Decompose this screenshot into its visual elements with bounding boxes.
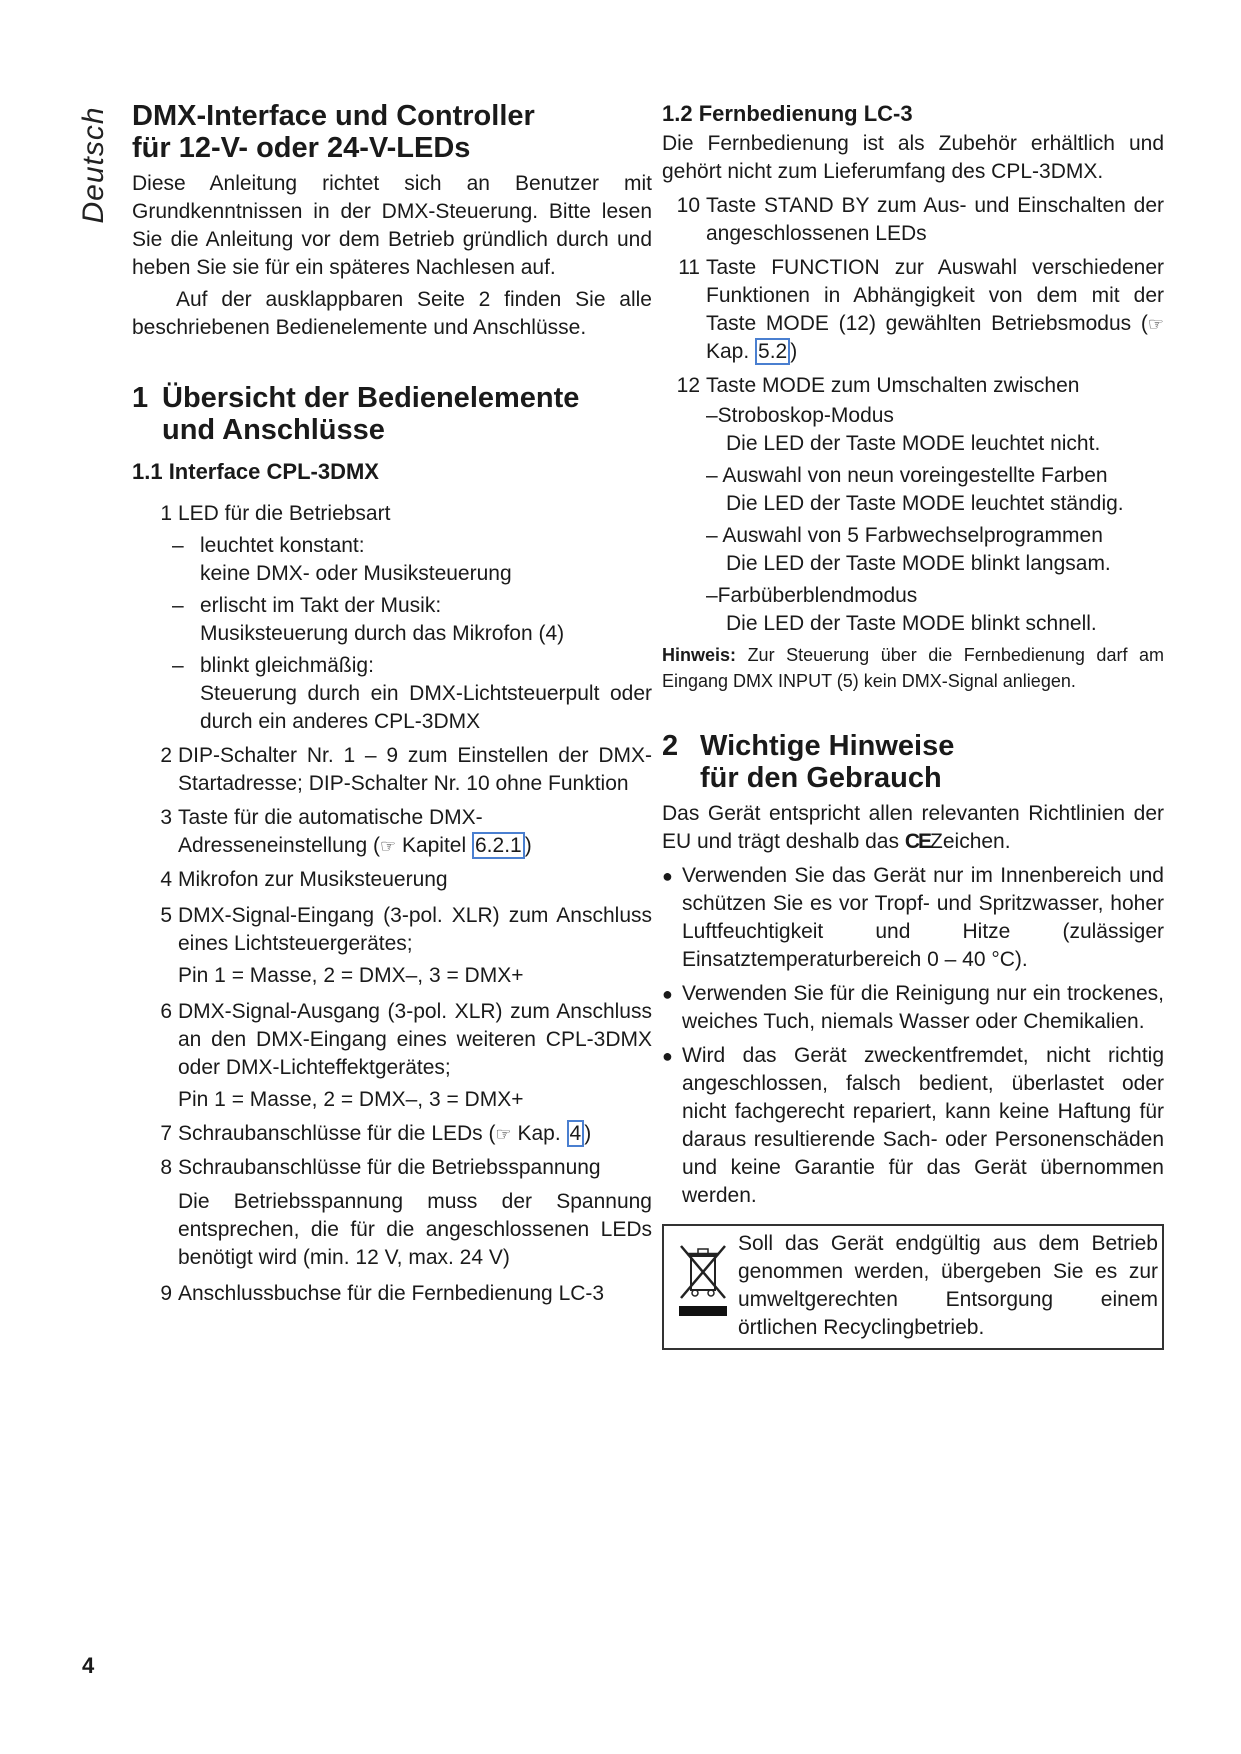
language-side-label: Deutsch — [77, 106, 110, 224]
list-item: 12 Taste MODE zum Umschalten zwischen — [676, 374, 1080, 397]
list-item: 1 LED für die Betriebsart — [160, 502, 391, 525]
section-1-heading: 1 Übersicht der Bedienelemente und Anschlüsse — [132, 382, 580, 446]
mode-item: – Auswahl von neun voreingestellte Farben Die LED der Taste MODE leuchtet ständig. — [706, 464, 1124, 515]
interface-item-list — [132, 500, 652, 1308]
intro-paragraph-2: Auf der ausklappbaren Seite 2 finden Sie alle beschriebenen Bedienelemente und Anschlüsse. — [132, 288, 652, 339]
left-column — [132, 100, 652, 1308]
list-item: 10 Taste STAND BY zum Aus- und Einschalten der angeschlossenen LEDs — [676, 194, 1164, 245]
section-1-2-heading: 1.2 Fernbedienung LC-3 — [662, 101, 913, 126]
safety-bullet-list — [662, 862, 1164, 1210]
disposal-notice-box — [662, 1224, 1164, 1350]
chapter-link[interactable]: 6.2.1 — [472, 832, 525, 859]
list-item: ● Wird das Gerät zweckentfremdet, nicht richtig angeschlossen, falsch bedient, überlastet oder nicht fachgerecht repariert, kann keine Haftung für daraus resultierende Sach- oder Personenschäden und keine Garantie für das Gerät übernommen werden. — [662, 1042, 1164, 1210]
section-1-1-heading: 1.1 Interface CPL-3DMX — [132, 459, 379, 484]
mode-item: –Stroboskop-Modus Die LED der Taste MODE leuchtet nicht. — [706, 404, 1101, 455]
list-item: 2 DIP-Schalter Nr. 1 – 9 zum Einstellen der DMX-Startadresse; DIP-Schalter Nr. 10 ohne Funktion — [160, 744, 652, 795]
bullet-icon: ● — [662, 984, 673, 1004]
pointing-hand-icon: ☞ — [1147, 314, 1164, 334]
list-item: 8 Schraubanschlüsse für die Betriebsspannung Die Betriebsspannung muss der Spannung entsprechen, die für die angeschlossenen LEDs benötigt wird (min. 12 V, max. 24 V) — [160, 1156, 652, 1269]
list-item: ● Verwenden Sie das Gerät nur im Innenbereich und schützen Sie es vor Tropf- und Spritzwasser, hoher Luftfeuchtigkeit und Hitze (zulässiger Einsatztemperaturbereich 0 – 40 °C). — [662, 862, 1164, 974]
page-number: 4 — [82, 1653, 95, 1678]
sub-item: – erlischt im Takt der Musik: Musiksteuerung durch das Mikrofon (4) — [172, 594, 565, 645]
pointing-hand-icon: ☞ — [379, 836, 397, 856]
remote-item-list — [662, 192, 1164, 638]
remote-intro: Die Fernbedienung ist als Zubehör erhältlich und gehört nicht zum Lieferumfang des CPL-3DMX. — [662, 132, 1164, 183]
list-item: 9 Anschlussbuchse für die Fernbedienung LC-3 — [160, 1282, 605, 1305]
intro-paragraph: Diese Anleitung richtet sich an Benutzer mit Grundkenntnissen in der DMX-Steuerung. Bitte lesen Sie die Anleitung vor dem Betrieb gründlich durch und heben Sie sie für ein späteres Nachlesen auf. — [132, 172, 652, 279]
right-column — [662, 100, 1164, 1350]
mode-item: –Farbüberblendmodus Die LED der Taste MODE blinkt schnell. — [706, 584, 1097, 635]
note-paragraph: Hinweis: Zur Steuerung über die Fernbedienung darf am Eingang DMX INPUT (5) kein DMX-Signal anliegen. — [662, 645, 1164, 691]
list-item: 11 Taste FUNCTION zur Auswahl verschiedener Funktionen in Abhängigkeit von dem mit der Taste MODE (12) gewählten Betriebsmodus (☞ Kap. 5.2 ) — [678, 256, 1164, 363]
sub-item: – blinkt gleichmäßig: Steuerung durch ein DMX-Lichtsteuerpult oder durch ein anderes CPL-3DMX — [172, 654, 652, 733]
crossed-bin-icon — [668, 1230, 738, 1342]
ce-mark-icon: CE — [904, 830, 931, 853]
chapter-link[interactable]: 4 — [567, 1120, 585, 1147]
document-title: DMX-Interface und Controller für 12-V- oder 24-V-LEDs — [132, 100, 535, 164]
list-item: 5 DMX-Signal-Eingang (3-pol. XLR) zum Anschluss eines Lichtsteuergerätes; Pin 1 = Masse, 2 = DMX–, 3 = DMX+ — [160, 904, 652, 987]
section-2-heading: 2 Wichtige Hinweise für den Gebrauch — [662, 730, 955, 794]
section-2-intro: Das Gerät entspricht allen relevanten Richtlinien der EU und trägt deshalb das CEZeichen. — [662, 802, 1164, 853]
list-item: ● Verwenden Sie für die Reinigung nur ein trockenes, weiches Tuch, niemals Wasser oder Chemikalien. — [662, 980, 1164, 1036]
list-item: 3 Taste für die automatische DMX-Adresseneinstellung (☞ Kapitel 6.2.1 ) — [160, 806, 532, 857]
crossed-bin-graphic — [673, 1240, 733, 1320]
bullet-icon: ● — [662, 866, 673, 886]
sub-item: – leuchtet konstant: keine DMX- oder Musiksteuerung — [172, 534, 512, 585]
chapter-link[interactable]: 5.2 — [755, 338, 790, 365]
list-item: 4 Mikrofon zur Musiksteuerung — [160, 868, 448, 891]
list-item: 7 Schraubanschlüsse für die LEDs (☞ Kap. 4 ) — [160, 1122, 592, 1145]
list-item: 6 DMX-Signal-Ausgang (3-pol. XLR) zum Anschluss an den DMX-Eingang eines weiteren CPL-3DMX oder DMX-Lichteffektgerätes; Pin 1 = Masse, 2 = DMX–, 3 = DMX+ — [160, 1000, 652, 1111]
disposal-text: Soll das Gerät endgültig aus dem Betrieb genommen werden, übergeben Sie es zur umweltgerechten Entsorgung einem örtlichen Recyclingbetrieb. — [738, 1232, 1158, 1339]
mode-list — [664, 402, 1164, 638]
pointing-hand-icon: ☞ — [495, 1124, 512, 1144]
bullet-icon: ● — [662, 1046, 673, 1066]
mode-item: – Auswahl von 5 Farbwechselprogrammen Die LED der Taste MODE blinkt langsam. — [706, 524, 1111, 575]
